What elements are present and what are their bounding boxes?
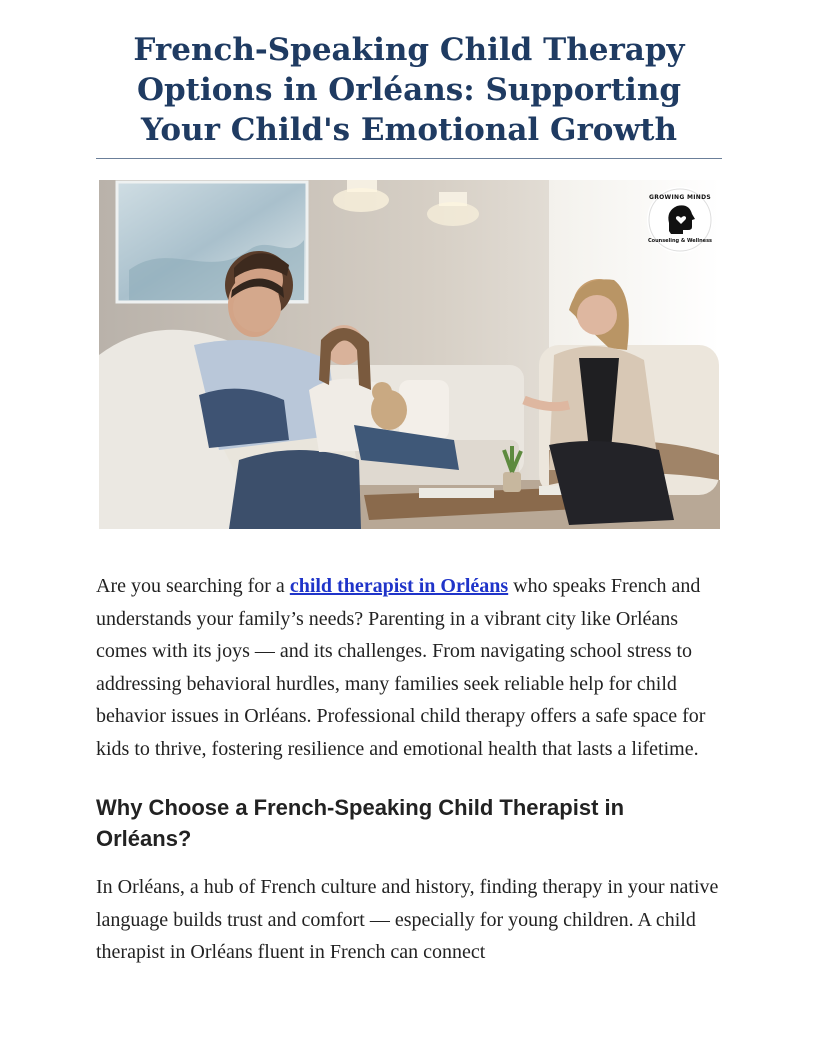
document-page (96, 30, 722, 969)
intro-text-before-link: Are you searching for a (96, 575, 290, 597)
intro-text-after-link: who speaks French and understands your family’s needs? Parenting in a vibrant city like Orléans comes with its joys — and its challenges. From navigating school stress to addressing behavioral hurdles, many families seek reliable help for child behavior issues in Orléans. Professional child therapy offers a safe space for kids to thrive, fostering resilience and emotional health that lasts a lifetime. (96, 575, 706, 760)
section-paragraph: In Orléans, a hub of French culture and history, finding therapy in your native language builds trust and comfort — especially for young children. A child therapist in Orléans fluent in French can connect (96, 876, 719, 963)
article-title: French-Speaking Child Therapy Options in Orléans: Supporting Your Child's Emotional Growth (96, 30, 722, 159)
logo-text-bottom: Counseling & Wellness (647, 238, 713, 244)
therapy-session-illustration (99, 180, 720, 529)
section-heading: Why Choose a French-Speaking Child Therapist in Orléans? (96, 795, 625, 851)
logo-text-top: GROWING MINDS (649, 194, 711, 201)
growing-minds-logo (647, 187, 713, 253)
child-therapist-link[interactable]: child therapist in Orléans (289, 575, 509, 597)
intro-paragraph (96, 570, 722, 765)
hero-photo (99, 180, 720, 529)
